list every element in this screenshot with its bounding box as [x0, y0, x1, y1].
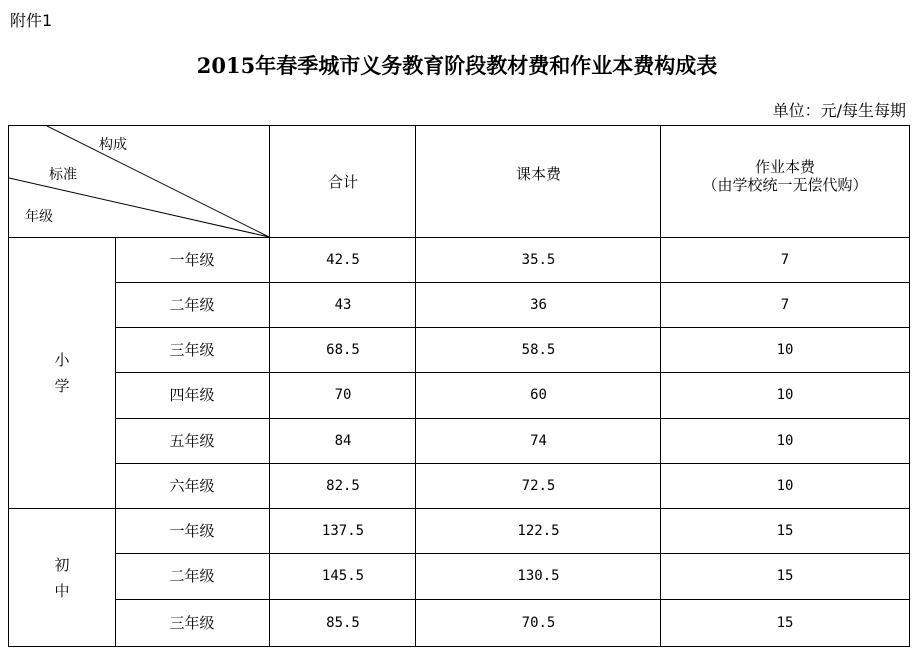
- grade-cell: 一年级: [169, 521, 215, 540]
- group-primary-school: [9, 237, 115, 508]
- grade-cell: 四年级: [169, 386, 215, 404]
- workbook-cell: 10: [776, 477, 794, 494]
- attachment-label: 附件1: [10, 11, 53, 30]
- textbook-cell: 35.5: [521, 251, 556, 268]
- total-cell: 85.5: [326, 615, 360, 631]
- cost-table: [8, 125, 910, 647]
- corner-label-composition: 构成: [99, 137, 127, 153]
- textbook-cell: 70.5: [521, 615, 556, 631]
- header-workbook-note: （由学校统一无偿代购）: [702, 176, 868, 194]
- textbook-cell: 74: [530, 432, 547, 449]
- textbook-cell: 72.5: [521, 477, 556, 494]
- grade-cell: 二年级: [169, 567, 215, 585]
- total-cell: 84: [334, 432, 352, 449]
- total-cell: 137.5: [321, 522, 365, 539]
- corner-label-grade: 年级: [25, 209, 53, 225]
- total-cell: 43: [334, 296, 352, 313]
- textbook-cell: 58.5: [521, 341, 556, 358]
- workbook-cell: 15: [776, 568, 794, 584]
- total-cell: 42.5: [326, 251, 360, 268]
- workbook-cell: 7: [780, 296, 790, 313]
- group-label-char: 学: [54, 376, 70, 395]
- grade-cell: 三年级: [169, 340, 215, 359]
- total-cell: 82.5: [326, 477, 360, 494]
- header-workbook: [661, 156, 909, 196]
- unit-label: 单位：元/每生每期: [772, 101, 906, 120]
- workbook-cell: 10: [776, 432, 794, 449]
- workbook-cell: 15: [776, 615, 794, 631]
- grade-cell: 二年级: [169, 295, 215, 314]
- header-textbook: 课本费: [515, 165, 561, 183]
- grade-cell: 五年级: [169, 431, 215, 450]
- textbook-cell: 130.5: [517, 568, 560, 584]
- grade-cell: 一年级: [169, 250, 215, 269]
- workbook-cell: 15: [776, 522, 794, 539]
- grade-cell: 三年级: [169, 614, 215, 632]
- grade-cell: 六年级: [169, 476, 215, 495]
- workbook-cell: 10: [776, 387, 794, 403]
- total-cell: 68.5: [326, 341, 360, 358]
- group-label-char: 小: [54, 350, 70, 369]
- total-cell: 145.5: [321, 568, 365, 584]
- total-cell: 70: [334, 387, 352, 403]
- textbook-cell: 60: [530, 387, 547, 403]
- textbook-cell: 122.5: [517, 522, 560, 539]
- group-label-char: 中: [54, 581, 70, 600]
- group-label-char: 初: [54, 555, 70, 574]
- textbook-cell: 36: [530, 296, 547, 313]
- corner-label-standard: 标准: [49, 167, 77, 183]
- header-total: 合计: [327, 172, 358, 191]
- header-workbook-title: 作业本费: [754, 158, 815, 176]
- group-junior-high: [9, 508, 115, 647]
- page-title: 2015年春季城市义务教育阶段教材费和作业本费构成表: [196, 53, 718, 78]
- workbook-cell: 7: [780, 251, 790, 268]
- workbook-cell: 10: [776, 341, 794, 358]
